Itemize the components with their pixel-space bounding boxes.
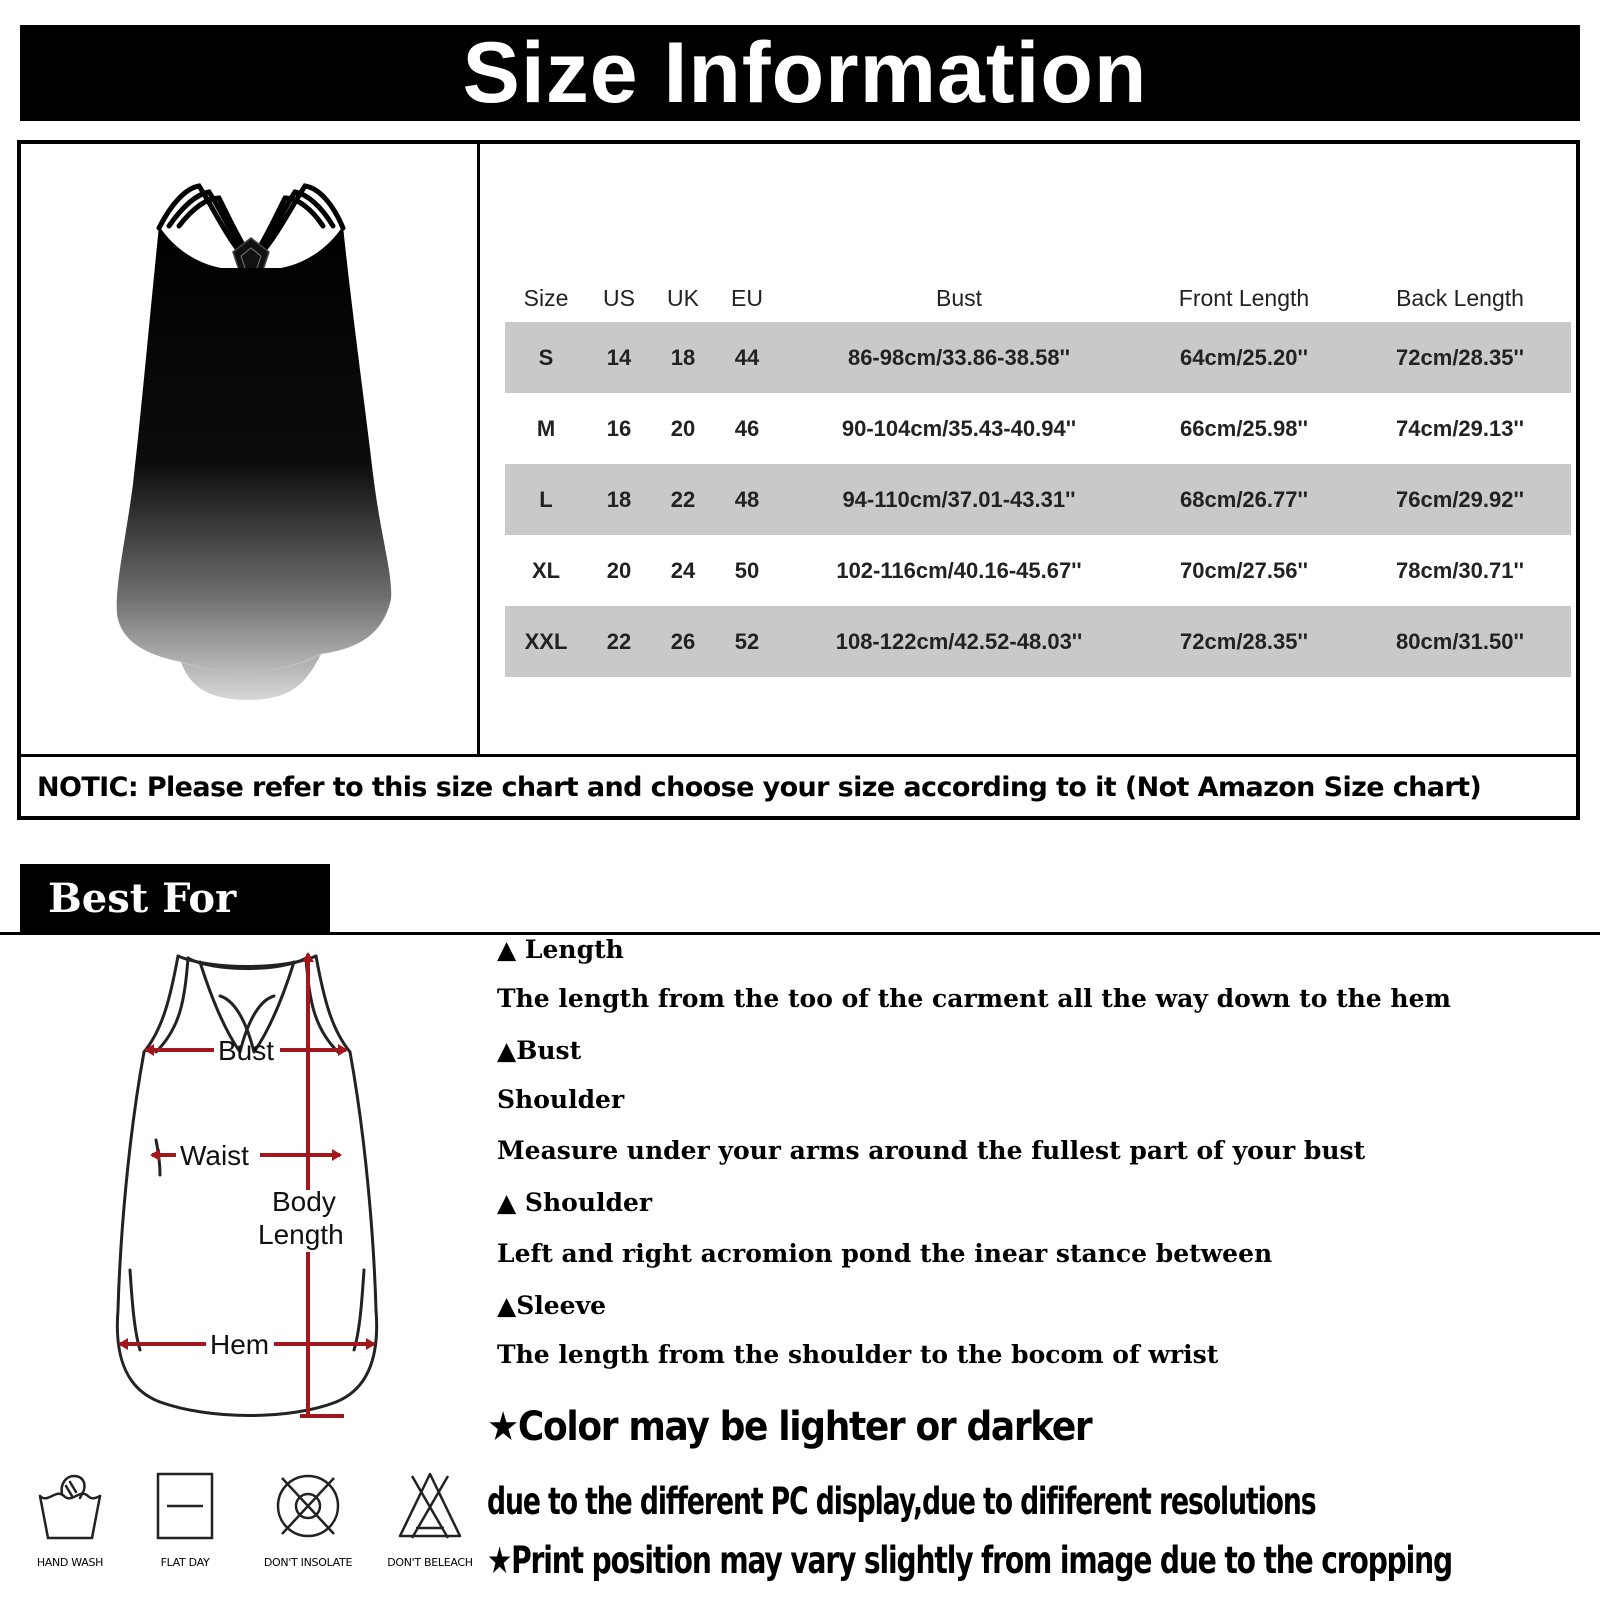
table-cell: XXL xyxy=(505,606,587,677)
care-label: FLAT DAY xyxy=(160,1556,210,1569)
table-row xyxy=(505,464,1571,535)
size-table-header-row xyxy=(505,272,1571,322)
color-note-line-1: ★Color may be lighter or darker xyxy=(487,1404,1092,1450)
table-cell: 94-110cm/37.01-43.31'' xyxy=(779,464,1139,535)
size-information-banner xyxy=(20,25,1580,121)
waist-label: Waist xyxy=(180,1140,249,1171)
column-header: Bust xyxy=(935,285,983,311)
table-cell: 16 xyxy=(606,415,632,441)
table-cell: 72cm/28.35'' xyxy=(1349,322,1571,393)
measurement-diagram xyxy=(100,940,400,1430)
column-header: Size xyxy=(523,285,569,311)
table-cell: 86-98cm/33.86-38.58'' xyxy=(779,322,1139,393)
sleeve-description: The length from the shoulder to the bocom of wrist xyxy=(497,1340,1219,1369)
page-title: Size Information xyxy=(462,25,1148,121)
table-cell: 64cm/25.20'' xyxy=(1139,322,1349,393)
table-cell: 26 xyxy=(651,606,715,677)
size-chart-notice: NOTIC: Please refer to this size chart and choose your size according to it (Not Amazon Size chart) xyxy=(21,754,1576,816)
table-cell: 14 xyxy=(587,322,651,393)
size-table-cell xyxy=(480,144,1576,754)
flat-dry-icon xyxy=(145,1470,225,1542)
table-row xyxy=(505,322,1571,393)
table-cell: M xyxy=(536,415,556,441)
table-cell: 78cm/30.71'' xyxy=(1396,557,1524,583)
shoulder-heading: ▲ Shoulder xyxy=(497,1188,653,1217)
care-item xyxy=(253,1470,363,1569)
table-row xyxy=(505,535,1571,606)
best-for-you-tab: Best For You xyxy=(20,864,330,934)
care-item xyxy=(15,1470,125,1569)
care-item xyxy=(375,1470,485,1569)
care-label: DON'T BELEACH xyxy=(387,1556,473,1569)
color-note-line-2: due to the different PC display,due to dififerent resolutions xyxy=(487,1480,1316,1523)
table-cell: 72cm/28.35'' xyxy=(1139,606,1349,677)
do-not-insolate-icon xyxy=(268,1470,348,1542)
table-cell: 50 xyxy=(734,557,760,583)
bust-heading: ▲Bust xyxy=(497,1036,582,1065)
product-image-cell xyxy=(21,144,480,754)
bust-label: Bust xyxy=(218,1035,275,1066)
table-cell: 68cm/26.77'' xyxy=(1139,464,1349,535)
body-length-label: Body xyxy=(272,1186,336,1217)
column-header: US xyxy=(603,285,635,311)
table-cell: XL xyxy=(531,557,561,583)
table-cell: 66cm/25.98'' xyxy=(1180,415,1308,441)
table-cell: 18 xyxy=(651,322,715,393)
table-cell: S xyxy=(505,322,587,393)
table-row xyxy=(505,393,1571,464)
table-cell: 52 xyxy=(715,606,779,677)
table-cell: 74cm/29.13'' xyxy=(1396,415,1524,441)
sleeve-heading: ▲Sleeve xyxy=(497,1291,607,1320)
table-cell: 76cm/29.92'' xyxy=(1349,464,1571,535)
table-cell: 20 xyxy=(606,557,632,583)
table-cell: 90-104cm/35.43-40.94'' xyxy=(841,415,1077,441)
bust-description: Measure under your arms around the fullest part of your bust xyxy=(497,1136,1366,1165)
length-heading: ▲ Length xyxy=(497,935,624,964)
shoulder-description: Left and right acromion pond the inear stance between xyxy=(497,1239,1273,1268)
table-cell: 46 xyxy=(734,415,760,441)
table-cell: 48 xyxy=(715,464,779,535)
table-row xyxy=(505,606,1571,677)
bust-subheading: Shoulder xyxy=(497,1085,625,1114)
column-header: EU xyxy=(731,285,763,311)
table-cell: 70cm/27.56'' xyxy=(1180,557,1308,583)
size-table xyxy=(505,272,1571,677)
column-header: Back Length xyxy=(1396,285,1524,311)
size-chart-box xyxy=(17,140,1580,820)
table-cell: L xyxy=(505,464,587,535)
hem-label: Hem xyxy=(210,1329,270,1360)
table-cell: 24 xyxy=(670,557,696,583)
column-header: Front Length xyxy=(1178,285,1310,311)
table-cell: 22 xyxy=(651,464,715,535)
table-cell: 108-122cm/42.52-48.03'' xyxy=(779,606,1139,677)
table-cell: 44 xyxy=(715,322,779,393)
body-length-label: Length xyxy=(258,1219,344,1250)
tank-top-product-image xyxy=(21,144,477,754)
table-cell: 20 xyxy=(670,415,696,441)
table-cell: 18 xyxy=(587,464,651,535)
care-instructions xyxy=(15,1470,485,1595)
table-cell: 80cm/31.50'' xyxy=(1349,606,1571,677)
section-divider xyxy=(0,932,1600,935)
table-cell: 22 xyxy=(587,606,651,677)
hand-wash-icon xyxy=(30,1470,110,1542)
column-header: UK xyxy=(667,285,699,311)
color-note-line-3: ★Print position may vary slightly from image due to the cropping xyxy=(487,1539,1453,1582)
length-description: The length from the too of the carment all the way down to the hem xyxy=(497,984,1451,1013)
table-cell: 102-116cm/40.16-45.67'' xyxy=(836,557,1082,583)
care-item xyxy=(130,1470,240,1569)
do-not-bleach-icon xyxy=(390,1470,470,1542)
care-label: DON'T INSOLATE xyxy=(263,1556,353,1569)
care-label: HAND WASH xyxy=(36,1556,104,1569)
